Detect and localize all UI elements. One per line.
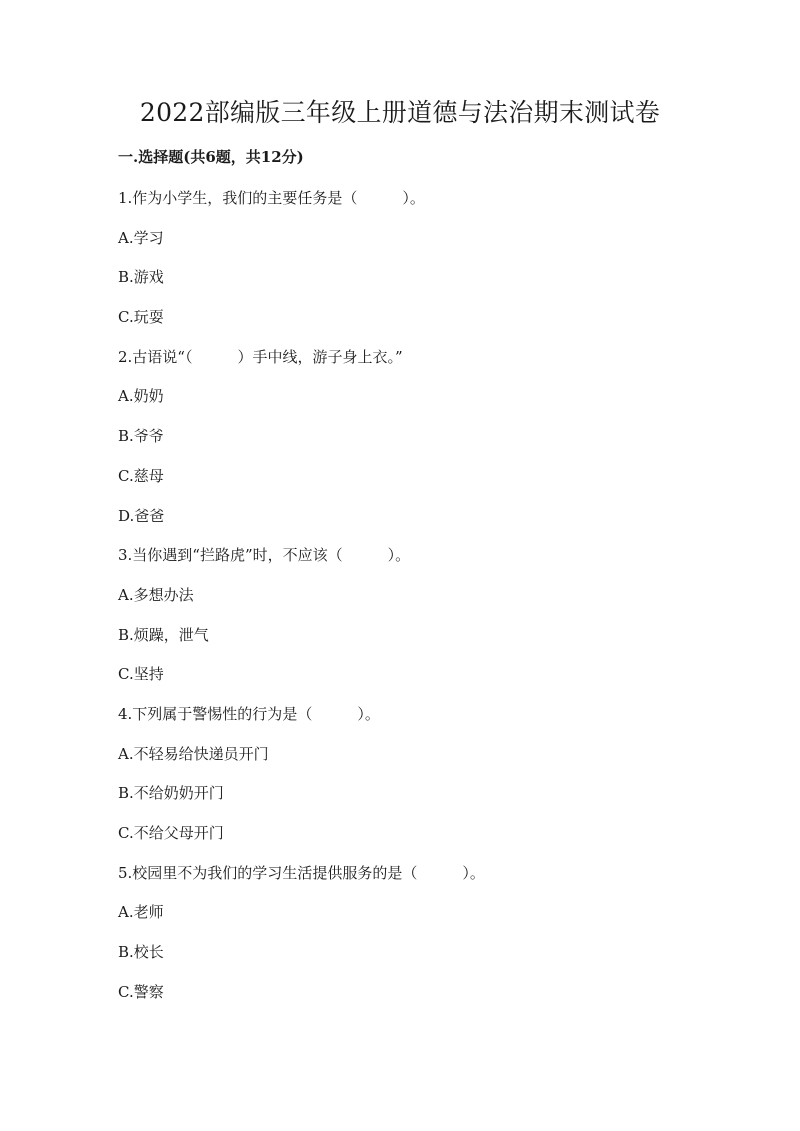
question-4-option-b: B.不给奶奶开门 <box>118 784 224 803</box>
question-list <box>118 186 718 1019</box>
question-3-option-c: C.坚持 <box>118 665 164 684</box>
question-3-option-b: B.烦躁，泄气 <box>118 625 209 644</box>
question-1-option-b: B.游戏 <box>118 268 164 287</box>
question-5-option-b: B.校长 <box>118 943 164 962</box>
question-2-option-c: C.慈母 <box>118 466 164 485</box>
question-5-option-c: C.警察 <box>118 982 164 1001</box>
question-3-option-a: A.多想办法 <box>118 585 194 604</box>
question-4-option-c: C.不给父母开门 <box>118 824 224 842</box>
question-2-option-b: B.爷爷 <box>118 427 164 446</box>
question-4: 4.下列属于警惕性的行为是（ ）。 <box>118 704 380 723</box>
question-2: 2.古语说“（ ）手中线，游子身上衣。” <box>118 347 403 366</box>
question-1-option-c: C.玩耍 <box>118 308 164 327</box>
question-5-option-a: A.老师 <box>118 903 164 922</box>
question-1: 1.作为小学生，我们的主要任务是（ ）。 <box>118 189 425 207</box>
question-1-option-a: A.学习 <box>118 228 164 247</box>
page-title: 2022部编版三年级上册道德与法治期末测试卷 <box>139 98 661 127</box>
question-4-option-a: A.不轻易给快递员开门 <box>118 744 269 763</box>
section-heading: 一.选择题(共6题，共12分) <box>118 148 304 166</box>
question-2-option-d: D.爸爸 <box>118 506 165 525</box>
question-3: 3.当你遇到“拦路虎”时，不应该（ ）。 <box>118 546 411 565</box>
question-2-option-a: A.奶奶 <box>118 387 164 406</box>
question-5: 5.校园里不为我们的学习生活提供服务的是（ ）。 <box>118 863 485 882</box>
